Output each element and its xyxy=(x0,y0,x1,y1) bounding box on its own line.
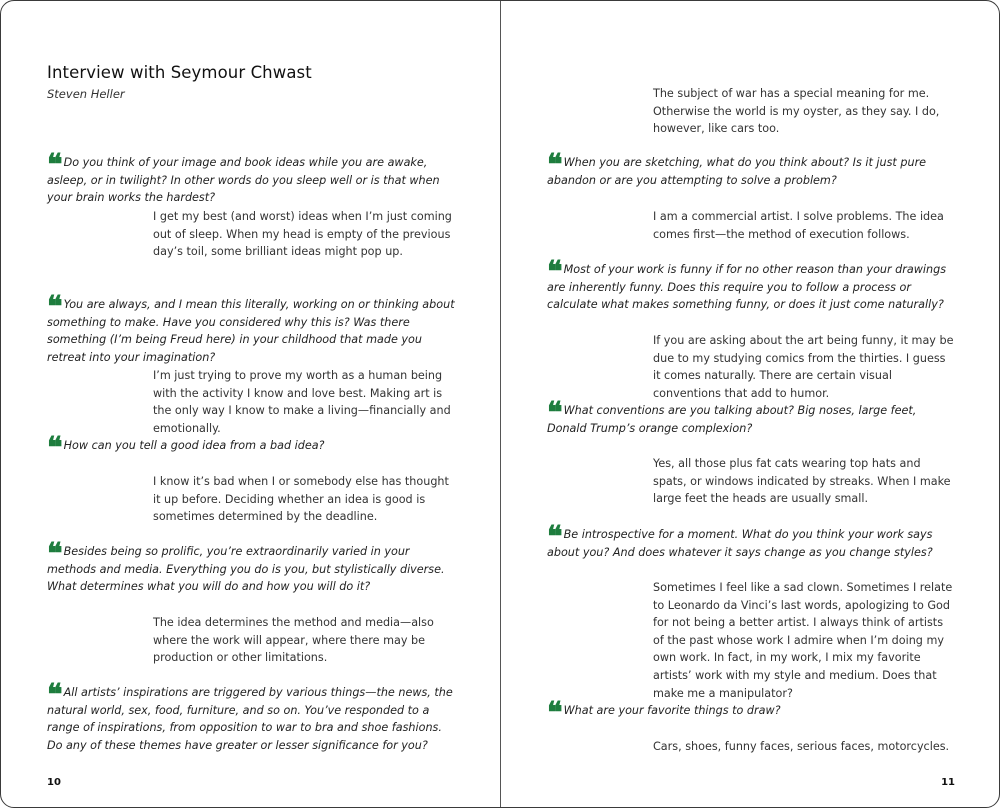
question xyxy=(547,254,955,314)
quote-mark-icon: ❝ xyxy=(47,147,61,181)
answer: I know it’s bad when I or somebody else has thought it up before. Deciding whether an idea is good is sometimes determined by the deadline. xyxy=(153,475,449,524)
quote-mark-icon: ❝ xyxy=(547,519,561,553)
question xyxy=(47,677,455,754)
quote-mark-icon: ❝ xyxy=(547,254,561,288)
left-page xyxy=(47,1,455,807)
answer: If you are asking about the art being funny, it may be due to my studying comics from the thirties. I guess it comes naturally. There are certain visual conventions that add to humor. xyxy=(653,334,954,400)
quote-mark-icon: ❝ xyxy=(47,430,61,464)
question-text: You are always, and I mean this literally, working on or thinking about something to make. Have you considered why this is? Was there something (I’m being Freud here) in your childhood that made you retreat into your imagination? xyxy=(47,298,455,364)
answer: Cars, shoes, funny faces, serious faces, motorcycles. xyxy=(653,740,950,753)
answer: Sometimes I feel like a sad clown. Sometimes I relate to Leonardo da Vinci’s last words, apologizing to God for not being a better artist. I always think of artists of the past whose work I admire when I’m doing my own work. In fact, in my work, I mix my favorite artists’ work with my style and medium. Does that make me a manipulator? xyxy=(653,581,953,700)
quote-mark-icon: ❝ xyxy=(47,677,61,711)
page-number: 11 xyxy=(941,777,955,788)
quote-mark-icon: ❝ xyxy=(547,395,561,429)
question-text: What are your favorite things to draw? xyxy=(563,704,781,717)
quote-mark-icon: ❝ xyxy=(47,536,61,570)
question-text: Besides being so prolific, you’re extraordinarily varied in your methods and media. Everything you do is you, but stylistically diverse. What determines what you will do and how you will do it? xyxy=(47,545,445,594)
question-text: All artists’ inspirations are triggered by various things—the news, the natural world, sex, food, furniture, and so on. You’ve responded to a range of inspirations, from opposition to war to bra and shoe fashions. Do any of these themes have greater or lesser significance for you? xyxy=(47,686,453,752)
page-number: 10 xyxy=(47,777,61,788)
right-page xyxy=(547,1,955,807)
question-text: Do you think of your image and book ideas while you are awake, asleep, or in twilight? In other words do you sleep well or is that when your brain works the hardest? xyxy=(47,156,440,205)
article-author: Steven Heller xyxy=(47,87,125,101)
question xyxy=(47,430,455,464)
question xyxy=(547,695,955,729)
answer: I get my best (and worst) ideas when I’m just coming out of sleep. When my head is empty of the previous day’s toil, some brilliant ideas might pop up. xyxy=(153,210,452,259)
page-gutter xyxy=(500,1,501,807)
continued-answer: The subject of war has a special meaning for me. Otherwise the world is my oyster, as they say. I do, however, like cars too. xyxy=(653,87,940,136)
quote-mark-icon: ❝ xyxy=(547,147,561,181)
answer: I’m just trying to prove my worth as a human being with the activity I know and love best. Making art is the only way I know to make a living—financially and emotionally. xyxy=(153,369,451,435)
answer: The idea determines the method and media—also where the work will appear, where there may be production or other limitations. xyxy=(153,616,434,665)
quote-mark-icon: ❝ xyxy=(47,289,61,323)
question-text: Most of your work is funny if for no other reason than your drawings are inherently funny. Does this require you to follow a process or calculate what makes something funny, or does it just come naturally? xyxy=(547,263,947,312)
question-text: When you are sketching, what do you think about? Is it just pure abandon or are you attempting to solve a problem? xyxy=(547,156,927,187)
question xyxy=(547,147,955,189)
question-text: What conventions are you talking about? Big noses, large feet, Donald Trump’s orange complexion? xyxy=(547,404,917,435)
question xyxy=(547,395,955,437)
question-text: Be introspective for a moment. What do you think your work says about you? And does whatever it says change as you change styles? xyxy=(547,528,933,559)
answer: I am a commercial artist. I solve problems. The idea comes first—the method of execution follows. xyxy=(653,210,944,241)
question-text: How can you tell a good idea from a bad idea? xyxy=(63,439,325,452)
answer: Yes, all those plus fat cats wearing top hats and spats, or windows indicated by streaks. When I make large feet the heads are usually small. xyxy=(653,457,951,506)
article-title: Interview with Seymour Chwast xyxy=(47,63,312,82)
question xyxy=(47,147,455,207)
question xyxy=(47,289,455,366)
question xyxy=(47,536,455,596)
question xyxy=(547,519,955,561)
quote-mark-icon: ❝ xyxy=(547,695,561,729)
